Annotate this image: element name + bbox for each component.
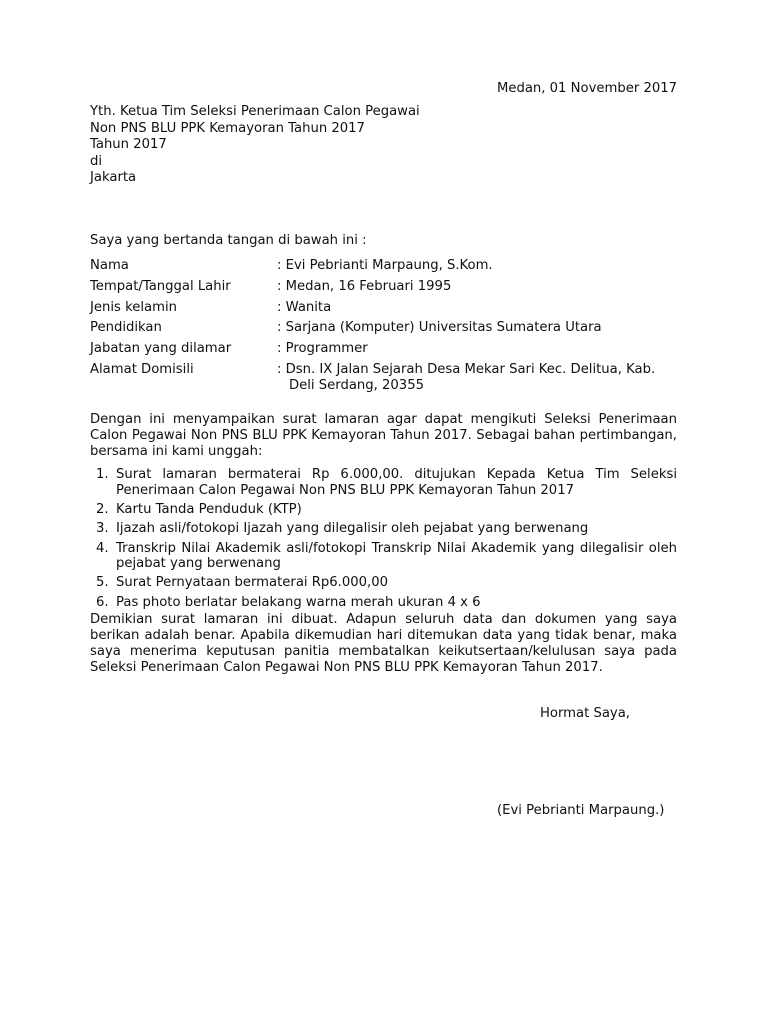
list-item [90, 502, 677, 518]
list-number: 6. [96, 594, 109, 610]
list-number: 4. [96, 540, 109, 556]
field-value: : Sarjana (Komputer) Universitas Sumatera Utara [277, 320, 602, 336]
list-number: 3. [96, 521, 109, 536]
field-value: : Wanita [277, 299, 332, 315]
list-item-text: Ijazah asli/fotokopi Ijazah yang dilegalisir oleh pejabat yang berwenang [116, 521, 589, 536]
applicant-fields [90, 258, 690, 394]
list-item [90, 575, 677, 591]
field-label: Jenis kelamin [90, 299, 177, 315]
closing-salutation: Hormat Saya, [540, 706, 630, 721]
field-row-birth [90, 279, 690, 300]
field-label: Alamat Domisili [90, 361, 194, 377]
field-label: Jabatan yang dilamar [90, 341, 232, 357]
letter-date: Medan, 01 November 2017 [496, 81, 677, 96]
field-row-education [90, 320, 690, 341]
field-row-gender [90, 300, 690, 321]
list-item [90, 541, 677, 572]
list-item-text: Kartu Tanda Penduduk (KTP) [116, 501, 302, 517]
list-number: 5. [96, 575, 109, 590]
list-item-text: Transkrip Nilai Akademik asli/fotokopi Transkrip Nilai Akademik yang dilegalisir oleh pejabat yang berwenang [116, 540, 677, 571]
field-value-address [277, 362, 690, 394]
recipient-block [90, 104, 690, 187]
list-item-text: Pas photo berlatar belakang warna merah ukuran 4 x 6 [116, 594, 481, 610]
field-value: : Programmer [277, 341, 368, 357]
field-label: Nama [90, 258, 129, 273]
field-row-position [90, 341, 690, 362]
recipient-line: Jakarta [90, 170, 137, 185]
purpose-paragraph: Dengan ini menyampaikan surat lamaran agar dapat mengikuti Seleksi Penerimaan Calon Pegawai Non PNS BLU PPK Kemayoran Tahun 2017. Sebagai bahan pertimbangan, bersama ini kami unggah: [90, 412, 677, 459]
field-label: Tempat/Tanggal Lahir [90, 278, 231, 294]
recipient-line: Non PNS BLU PPK Kemayoran Tahun 2017 [90, 120, 365, 136]
closing-paragraph: Demikian surat lamaran ini dibuat. Adapun seluruh data dan dokumen yang saya berikan adalah benar. Apabila dikemudian hari ditemukan data yang tidak benar, maka saya menerima keputusan panitia membatalkan keikutsertaan/kelulusan saya pada Seleksi Penerimaan Calon Pegawai Non PNS BLU PPK Kemayoran Tahun 2017. [90, 612, 677, 675]
address-line: : Dsn. IX Jalan Sejarah Desa Mekar Sari Kec. Delitua, Kab. [277, 361, 656, 377]
list-item [90, 521, 677, 537]
list-item-text: Surat Pernyataan bermaterai Rp6.000,00 [116, 575, 389, 590]
list-number: 1. [96, 467, 109, 482]
signature-name: (Evi Pebrianti Marpaung.) [497, 803, 665, 818]
field-row-address [90, 362, 690, 394]
field-row-name [90, 258, 690, 279]
intro-text: Saya yang bertanda tangan di bawah ini : [90, 233, 367, 248]
list-item-text: Surat lamaran bermaterai Rp 6.000,00. ditujukan Kepada Ketua Tim Seleksi Penerimaan Calon Pegawai Non PNS BLU PPK Kemayoran Tahun 2017 [116, 467, 677, 498]
list-item [90, 467, 677, 498]
address-line-continued: Deli Serdang, 20355 [289, 377, 424, 393]
recipient-line: di [90, 153, 103, 169]
attachment-list [90, 467, 677, 614]
recipient-line: Tahun 2017 [90, 137, 167, 152]
field-label: Pendidikan [90, 320, 162, 336]
recipient-line: Yth. Ketua Tim Seleksi Penerimaan Calon Pegawai [90, 104, 420, 119]
field-value: : Evi Pebrianti Marpaung, S.Kom. [277, 258, 493, 273]
list-number: 2. [96, 501, 109, 517]
list-item [90, 595, 677, 611]
field-value: : Medan, 16 Februari 1995 [277, 278, 452, 294]
